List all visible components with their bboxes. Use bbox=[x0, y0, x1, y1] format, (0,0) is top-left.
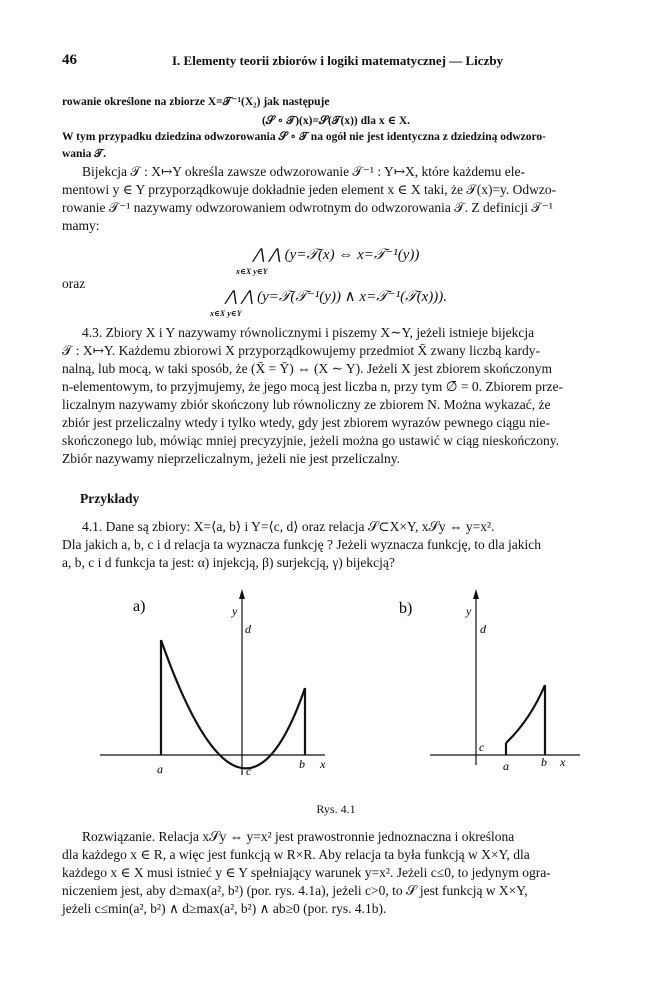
running-title: I. Elementy teorii zbiorów i logiki matematycznej — Liczby bbox=[172, 53, 504, 68]
solution-line-4: niczeniem jest, aby d≥max(a², b²) (por. rys. 4.1a), jeżeli c>0, to 𝒮 jest funkcją w X×Y, bbox=[62, 883, 528, 898]
intro-line-3: W tym przypadku dziedzina odwzorowania 𝒮 ∘ 𝒯 na ogół nie jest identyczna z dziedziną odwzoro- bbox=[62, 131, 546, 143]
solution-line-2: dla każdego x ∈ R, a więc jest funkcją w R×R. Aby relacja ta była funkcją w X×Y, dla bbox=[62, 847, 530, 862]
panel-a-label: a) bbox=[133, 598, 146, 615]
section-4-3-line-3: nalną, lub mocą, w taki sposób, że (X̄ = Ȳ) ⇔ (X ∼ Y). Jeżeli X jest zbiorem skończonym bbox=[62, 361, 553, 376]
page-number: 46 bbox=[62, 52, 77, 68]
panel-b-a-label: a bbox=[503, 759, 509, 773]
bijection-line-1: Bijekcja 𝒯 : X↦Y określa zawsze odwzorowanie 𝒯⁻¹ : Y↦X, które każdemu ele- bbox=[82, 164, 525, 179]
panel-b-parabola-arc bbox=[506, 685, 545, 743]
bijection-line-3: rowanie 𝒯⁻¹ nazywamy odwzorowaniem odwrotnym do odwzorowania 𝒯. Z definicji 𝒯⁻¹ bbox=[62, 200, 553, 215]
figure-caption: Rys. 4.1 bbox=[316, 802, 356, 816]
panel-a-d-label: d bbox=[245, 622, 251, 636]
section-4-3-line-5: liczalnym nazywamy zbiór skończony lub równoliczny ze zbiorem N. Można wykazać, że bbox=[62, 397, 551, 412]
section-4-3-line-4: n-elementowym, to przyjmujemy, że jego mocą jest liczba n, przy tym ∅̄ = 0. Zbiorem prze- bbox=[62, 379, 563, 394]
running-header bbox=[62, 52, 632, 72]
panel-b-y-label: y bbox=[466, 604, 472, 618]
section-4-3-line-2: 𝒯 : X↦Y. Każdemu zbiorowi X przyporządkowujemy przedmiot X̄ zwany liczbą kardy- bbox=[62, 343, 541, 358]
solution-line-1: Rozwiązanie. Relacja x𝒮y ⇔ y=x² jest prawostronnie jednoznaczna i określona bbox=[82, 829, 515, 844]
panel-b-y-arrow bbox=[473, 589, 479, 599]
panel-a-b-label: b bbox=[299, 757, 305, 771]
figure-panel-b bbox=[399, 589, 580, 773]
panel-b-label: b) bbox=[399, 600, 413, 617]
panel-a-c-label: c bbox=[246, 764, 252, 778]
quantifier-subscript-1: x∈X y∈Y bbox=[236, 267, 268, 276]
example-4-1-line-1: 4.1. Dane są zbiory: X=⟨a, b⟩ i Y=⟨c, d⟩ oraz relacja 𝒮⊂X×Y, x𝒮y ⇔ y=x². bbox=[82, 519, 495, 534]
oraz-word: oraz bbox=[62, 276, 86, 291]
composition-formula: (𝒮 ∘ 𝒯)(x)=𝒮(𝒯(x)) dla x ∈ X. bbox=[261, 115, 411, 127]
intro-line-1: rowanie określone na zbiorze X=𝒯⁻¹(X₂) jak następuje bbox=[62, 96, 330, 108]
solution-line-3: każdego x ∈ X musi istnieć y ∈ Y spełniający warunek y=x². Jeżeli c≤0, to jedynym ogra- bbox=[62, 865, 551, 880]
figure-panel-a bbox=[100, 589, 326, 778]
inverse-equation-1: ⋀ ⋀ (y=𝒯(x) ⇔ x=𝒯⁻¹(y)) bbox=[252, 247, 420, 263]
section-4-3-line-8: Zbiór nazywamy nieprzeliczalnym, jeżeli nie jest przeliczalny. bbox=[62, 451, 400, 466]
panel-b-d-label: d bbox=[480, 622, 486, 636]
panel-b-x-label: x bbox=[560, 755, 566, 769]
examples-heading: Przykłady bbox=[80, 491, 140, 506]
solution-line-5: jeżeli c≤min(a², b²) ∧ d≥max(a², b²) ∧ ab≥0 (por. rys. 4.1b). bbox=[62, 901, 387, 916]
section-4-3-line-1: 4.3. Zbiory X i Y nazywamy równolicznymi i piszemy X∼Y, jeżeli istnieje bijekcja bbox=[82, 325, 535, 340]
section-4-3-line-7: skończonego lub, mówiąc mniej precyzyjnie, jeżeli można go ustawić w ciąg nieskończony. bbox=[62, 433, 559, 448]
panel-a-y-label: y bbox=[232, 604, 238, 618]
example-4-1-line-2: Dla jakich a, b, c i d relacja ta wyznacza funkcję ? Jeżeli wyznacza funkcję, to dla jakich bbox=[62, 537, 541, 552]
panel-b-b-label: b bbox=[541, 755, 547, 769]
panel-a-x-label: x bbox=[320, 757, 326, 771]
panel-a-a-label: a bbox=[157, 762, 163, 776]
panel-b-c-label: c bbox=[479, 740, 485, 754]
figure-4-1 bbox=[0, 585, 672, 805]
intro-line-4: wania 𝒯. bbox=[62, 148, 106, 160]
inverse-equation-2: ⋀ ⋀ (y=𝒯(𝒯⁻¹(y)) ∧ x=𝒯⁻¹(𝒯(x))). bbox=[225, 289, 447, 305]
section-4-3-line-6: zbiór jest przeliczalny wtedy i tylko wtedy, gdy jest zbiorem wyrazów pewnego ciągu nie- bbox=[62, 415, 550, 430]
bijection-line-2: mentowi y ∈ Y przyporządkowuje dokładnie jeden element x ∈ X taki, że 𝒯(x)=y. Odwzo- bbox=[62, 182, 557, 197]
panel-a-parabola bbox=[161, 640, 305, 768]
panel-a-y-arrow bbox=[239, 589, 245, 599]
example-4-1-line-3: a, b, c i d funkcja ta jest: α) injekcją, β) surjekcją, γ) bijekcją? bbox=[62, 555, 395, 570]
quantifier-subscript-2: x∈X y∈Y bbox=[210, 309, 242, 318]
bijection-line-4: mamy: bbox=[62, 218, 100, 233]
